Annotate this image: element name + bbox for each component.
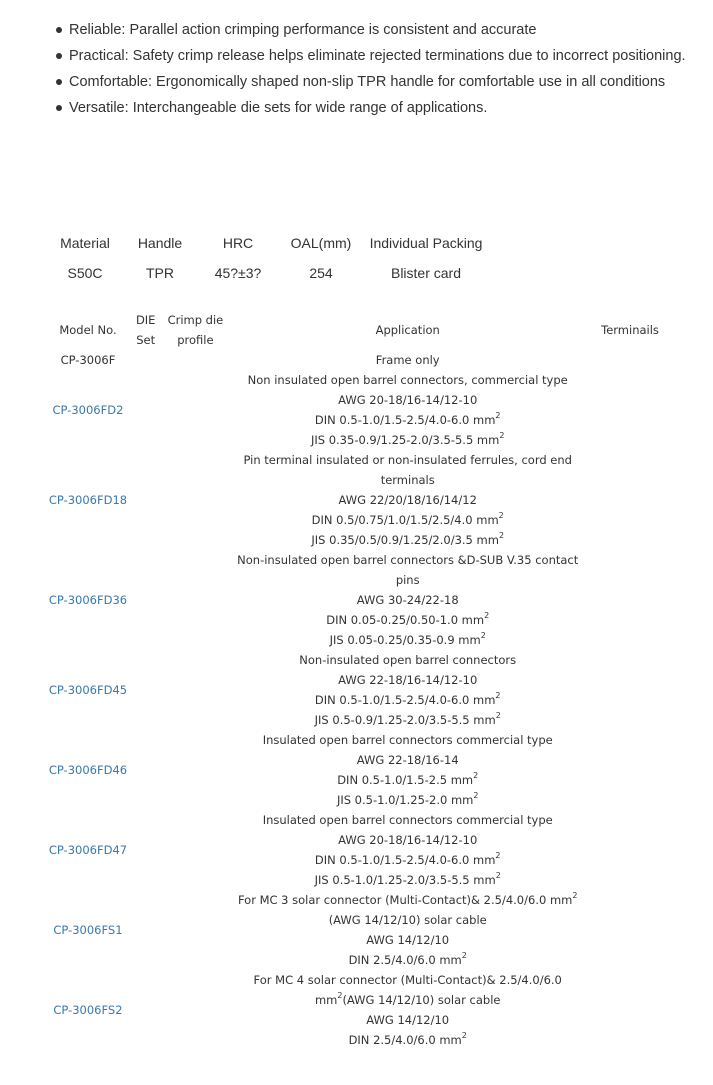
application-line: Insulated open barrel connectors commercial type: [262, 733, 553, 747]
jis-line: JIS 0.5-1.0/1.25-2.0 $mm^2$: [336, 791, 479, 807]
model-link[interactable]: CP-3006FD47: [48, 843, 128, 857]
application-line: For MC 4 solar connector (Multi-Contact)& 2.5/4.0/6.0: [253, 973, 562, 987]
din-line: DIN 0.5-1.0/1.5-2.5/4.0-6.0 $mm^2$: [314, 691, 501, 707]
application-cell: [235, 730, 580, 810]
crimp-profile-cell: [155, 370, 235, 450]
awg-line: AWG 22-18/16-14/12-10: [338, 673, 478, 687]
model-number: CP-3006F: [60, 353, 116, 367]
spec-value-hrc: 45?±3?: [214, 265, 262, 281]
application-line: Non insulated open barrel connectors, commercial type: [247, 373, 568, 387]
application-line: Non-insulated open barrel connectors &D-SUB V.35 contact: [237, 553, 579, 567]
model-link[interactable]: CP-3006FD2: [52, 403, 124, 417]
die-set-cell: [136, 890, 156, 970]
feature-text: Ergonomically shaped non-slip TPR handle for comfortable use in all conditions: [156, 74, 666, 90]
feature-label: Practical:: [69, 48, 129, 64]
spec-value-material: S50C: [67, 265, 103, 281]
din-line: DIN 0.5-1.0/1.5-2.5 $mm^2$: [337, 771, 479, 787]
model-link[interactable]: CP-3006FD45: [48, 683, 128, 697]
die-set-cell: [136, 730, 156, 810]
models-table: [40, 310, 680, 1050]
terminals-cell: [580, 550, 680, 650]
table-row: [40, 550, 680, 650]
spec-header-hrc: HRC: [222, 235, 254, 251]
crimp-profile-cell: [155, 550, 235, 650]
application-cell: [235, 370, 580, 450]
die-set-cell: [136, 650, 156, 730]
header-die-set: [136, 310, 156, 350]
feature-label: Versatile:: [69, 100, 129, 116]
die-set-cell: [136, 810, 156, 890]
terminals-cell: [580, 450, 680, 550]
table-row: [40, 370, 680, 450]
feature-label: Comfortable:: [69, 74, 153, 90]
jis-line: JIS 0.35-0.9/1.25-2.0/3.5-5.5 $mm^2$: [310, 431, 505, 447]
din-line: DIN 2.5/4.0/6.0 $mm^2$: [348, 951, 467, 967]
application-line: Non-insulated open barrel connectors: [299, 653, 517, 667]
model-link[interactable]: CP-3006FD46: [48, 763, 128, 777]
table-row: [40, 730, 680, 810]
header-terminals: Terminails: [601, 323, 659, 337]
table-row: [40, 890, 680, 970]
crimp-profile-cell: [155, 650, 235, 730]
spec-header-packing: Individual Packing: [369, 235, 483, 251]
spec-value-handle: TPR: [146, 265, 174, 281]
feature-list: [56, 20, 686, 124]
feature-item: [56, 72, 686, 98]
header-die-line1: DIE: [135, 313, 156, 327]
spec-header-handle: Handle: [137, 235, 183, 251]
model-link[interactable]: CP-3006FD36: [48, 593, 128, 607]
terminals-cell: [580, 350, 680, 370]
application-cell: [235, 650, 580, 730]
awg-line: AWG 30-24/22-18: [356, 593, 459, 607]
awg-line: AWG 14/12/10: [366, 1013, 450, 1027]
table-row: [40, 810, 680, 890]
awg-line: AWG 14/12/10: [366, 933, 450, 947]
application-line: $mm^2(AWG$ 14/12/10) solar cable: [314, 991, 501, 1007]
terminals-cell: [580, 730, 680, 810]
awg-line: AWG 20-18/16-14/12-10: [338, 393, 478, 407]
awg-line: AWG 22/20/18/16/14/12: [338, 493, 477, 507]
die-set-cell: [136, 550, 156, 650]
application-cell: [235, 550, 580, 650]
table-row: [40, 650, 680, 730]
spec-header-material: Material: [60, 235, 110, 251]
spec-header-oal: OAL(mm): [290, 235, 352, 251]
spec-value-packing: Blister card: [390, 265, 462, 281]
application-line: (AWG 14/12/10) solar cable: [328, 913, 487, 927]
din-line: DIN 0.05-0.25/0.50-1.0 $mm^2$: [326, 611, 490, 627]
feature-item: [56, 20, 686, 46]
table-row: [40, 970, 680, 1050]
awg-line: AWG 20-18/16-14/12-10: [338, 833, 478, 847]
terminals-cell: [580, 370, 680, 450]
model-link[interactable]: CP-3006FS1: [53, 923, 123, 937]
spec-value-row: [50, 258, 486, 288]
crimp-profile-cell: [155, 970, 235, 1050]
application-line: pins: [395, 573, 420, 587]
crimp-profile-cell: [155, 350, 235, 370]
terminals-cell: [580, 650, 680, 730]
feature-item: [56, 98, 686, 124]
application-cell: [235, 890, 580, 970]
jis-line: JIS 0.5-1.0/1.25-2.0/3.5-5.5 $mm^2$: [314, 871, 501, 887]
die-set-cell: [136, 370, 156, 450]
awg-line: AWG 22-18/16-14: [356, 753, 459, 767]
feature-label: Reliable:: [69, 22, 126, 38]
jis-line: JIS 0.5-0.9/1.25-2.0/3.5-5.5 $mm^2$: [314, 711, 501, 727]
terminals-cell: [580, 970, 680, 1050]
din-line: DIN 0.5/0.75/1.0/1.5/2.5/4.0 $mm^2$: [311, 511, 504, 527]
application-line: terminals: [380, 473, 435, 487]
model-link[interactable]: CP-3006FD18: [48, 493, 128, 507]
feature-text: Interchangeable die sets for wide range of applications.: [132, 100, 488, 116]
header-crimp-profile: [155, 310, 235, 350]
application-line: Frame only: [375, 353, 440, 367]
header-application: Application: [375, 323, 440, 337]
din-line: DIN 0.5-1.0/1.5-2.5/4.0-6.0 $mm^2$: [314, 851, 501, 867]
model-link[interactable]: CP-3006FS2: [53, 1003, 123, 1017]
application-line: Insulated open barrel connectors commercial type: [262, 813, 553, 827]
crimp-profile-cell: [155, 730, 235, 810]
spec-header-row: [50, 228, 486, 258]
application-cell: [235, 350, 580, 370]
header-die-line2: Set: [136, 333, 156, 347]
die-set-cell: [136, 970, 156, 1050]
die-set-cell: [136, 450, 156, 550]
terminals-cell: [580, 810, 680, 890]
application-cell: [235, 970, 580, 1050]
feature-text: Safety crimp release helps eliminate rejected terminations due to incorrect positioning.: [132, 48, 686, 64]
feature-item: [56, 46, 686, 72]
spec-table: [50, 228, 486, 288]
feature-text: Parallel action crimping performance is consistent and accurate: [129, 22, 537, 38]
spec-value-oal: 254: [309, 265, 333, 281]
din-line: DIN 0.5-1.0/1.5-2.5/4.0-6.0 $mm^2$: [314, 411, 501, 427]
header-crimp-line1: Crimp die: [167, 313, 224, 327]
models-header-row: [40, 310, 680, 350]
table-row: [40, 350, 680, 370]
crimp-profile-cell: [155, 450, 235, 550]
application-cell: [235, 450, 580, 550]
application-line: Pin terminal insulated or non-insulated ferrules, cord end: [243, 453, 572, 467]
application-line: For MC 3 solar connector (Multi-Contact)& 2.5/4.0/6.0 $mm^2$: [237, 891, 578, 907]
application-cell: [235, 810, 580, 890]
die-set-cell: [136, 350, 156, 370]
header-model-no: Model No.: [59, 323, 117, 337]
header-crimp-line2: profile: [177, 333, 214, 347]
crimp-profile-cell: [155, 890, 235, 970]
terminals-cell: [580, 890, 680, 970]
crimp-profile-cell: [155, 810, 235, 890]
jis-line: JIS 0.05-0.25/0.35-0.9 $mm^2$: [329, 631, 486, 647]
table-row: [40, 450, 680, 550]
din-line: DIN 2.5/4.0/6.0 $mm^2$: [348, 1031, 467, 1047]
jis-line: JIS 0.35/0.5/0.9/1.25/2.0/3.5 $mm^2$: [311, 531, 505, 547]
